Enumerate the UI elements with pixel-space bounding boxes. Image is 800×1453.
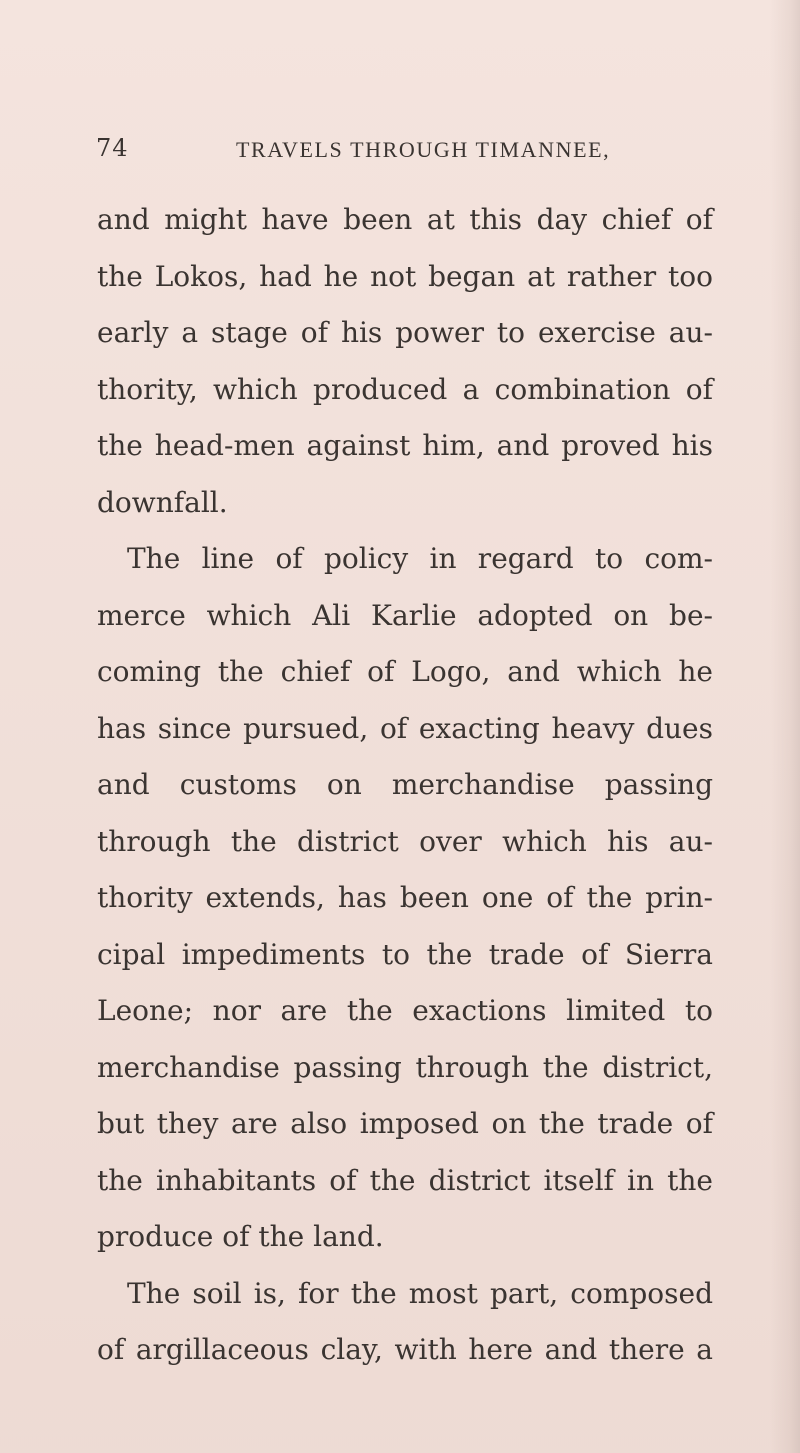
text-line: produce of the land. [97, 1220, 384, 1253]
text-line: The soil is, for the most part, composed [127, 1276, 713, 1310]
page-header [96, 134, 716, 174]
text-line: of argillaceous clay, with here and there a [97, 1333, 713, 1366]
text-line: downfall. [97, 485, 228, 519]
text-line: and might have been at this day chief of [97, 203, 713, 236]
text-line: but they are also imposed on the trade of [97, 1107, 713, 1140]
body-text [97, 192, 713, 1379]
text-line: the head-men against him, and proved his [97, 429, 713, 462]
text-line: and customs on merchandise passing [97, 768, 713, 801]
text-line: has since pursued, of exacting heavy dues [97, 711, 713, 745]
text-line: thority extends, has been one of the prin- [97, 881, 713, 914]
text-line: merce which Ali Karlie adopted on be- [97, 598, 713, 632]
page-number: 74 [96, 134, 129, 162]
text-line: Leone; nor are the exactions limited to [97, 994, 713, 1027]
text-line: coming the chief of Logo, and which he [97, 655, 713, 688]
running-head: TRAVELS THROUGH TIMANNEE, [236, 137, 611, 162]
text-line: thority, which produced a combination of [97, 372, 713, 406]
text-line: The line of policy in regard to com- [127, 542, 713, 575]
text-line: the inhabitants of the district itself in the [97, 1163, 713, 1197]
text-line: merchandise passing through the district, [97, 1050, 713, 1084]
text-line: cipal impediments to the trade of Sierra [97, 937, 713, 971]
text-line: early a stage of his power to exercise au- [97, 316, 713, 349]
text-line: the Lokos, had he not began at rather too [97, 259, 713, 293]
text-line: through the district over which his au- [97, 824, 713, 858]
